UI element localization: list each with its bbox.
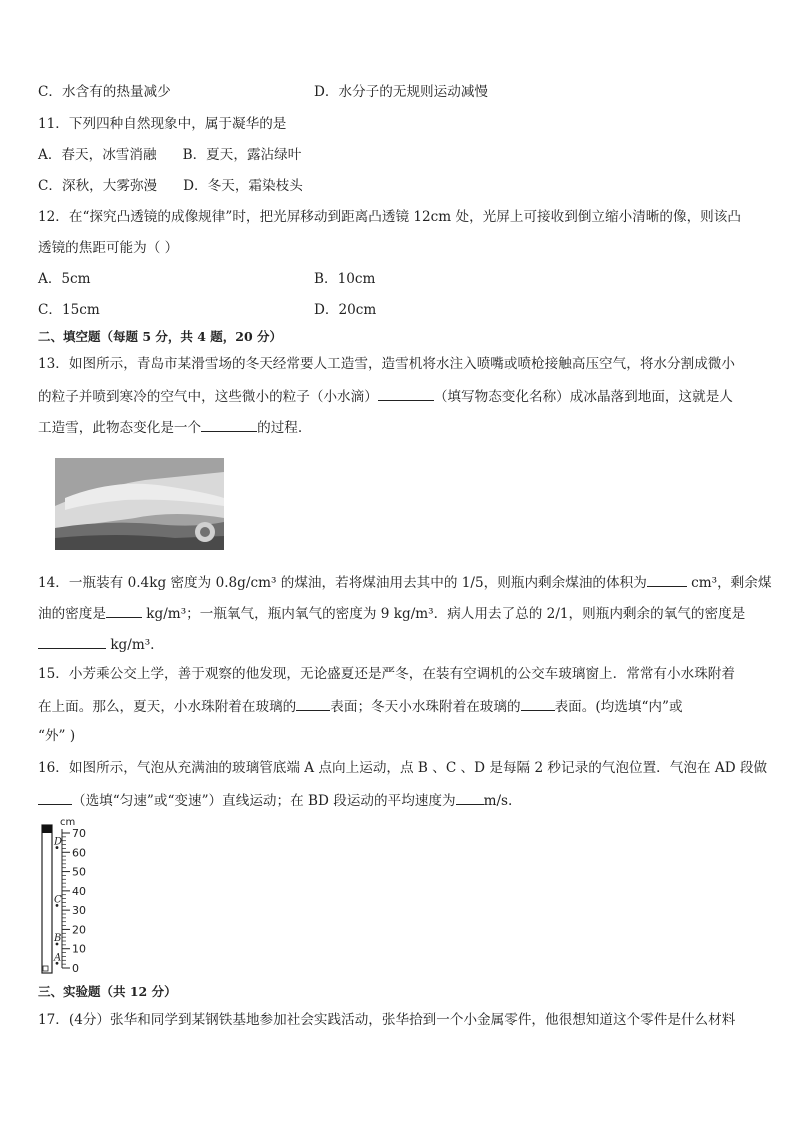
q13-blank-2[interactable] [201,417,257,432]
q16-line2-b: m/s. [483,793,513,809]
q13-line2-a: 的粒子并喷到寒冷的空气中，这些微小的粒子（小水滴） [38,389,378,405]
q13-line1: 13．如图所示，青岛市某滑雪场的冬天经常要人工造雪，造雪机将水注入喷嘴或喷枪接触高压空气，将水分割成微小 [38,356,735,372]
q13-blank-1[interactable] [378,386,434,401]
q15-line3: “外” ) [38,728,76,744]
q13-line3-a: 工造雪，此物态变化是一个 [38,420,202,436]
q14-line1-a: 14．一瓶装有 0.4kg 密度为 0.8g/cm³ 的煤油，若将煤油用去其中的 1/5，则瓶内剩余煤油的体积为 [38,575,647,591]
q14-line2-a: 油的密度是 [38,606,106,622]
ruler-tick-label: 60 [72,846,86,860]
q11-option-a: A．春天，冰雪消融 [38,147,157,163]
q16-blank-1[interactable] [38,790,72,805]
ruler-tick-label: 50 [72,865,86,879]
q15-line2 [38,696,683,716]
q12-option-b: B．10cm [314,271,376,287]
ruler-tick-label: 70 [72,827,86,840]
q14-blank-2[interactable] [106,603,142,618]
q13-line3-b: 的过程. [257,420,303,436]
tube-cap [42,825,52,833]
q11-stem: 11．下列四种自然现象中，属于凝华的是 [38,116,287,132]
q15-blank-1[interactable] [296,696,330,711]
q13-line3 [38,417,302,437]
point-a-label: A [54,952,62,964]
q16-blank-2[interactable] [456,790,484,805]
q14-line3-b: kg/m³. [106,637,155,653]
ruler-tick-label: 20 [72,923,86,937]
q14-blank-1[interactable] [647,572,687,587]
section-2-title: 二、填空题（每题 5 分，共 4 题，20 分） [38,329,283,344]
q15-line2-b: 表面；冬天小水珠附着在玻璃的 [330,699,521,715]
q15-line1: 15．小芳乘公交上学，善于观察的他发现，无论盛夏还是严冬，在装有空调机的公交车玻璃窗上．常常有小水珠附着 [38,666,735,682]
point-d-label: D [54,836,63,848]
bubble [43,966,48,971]
q14-line3 [38,634,155,654]
q12-option-a: A．5cm [38,271,91,287]
q14-line1-b: cm³，剩余煤 [686,575,772,591]
q11-option-d: D．冬天，霜染枝头 [183,178,303,194]
q13-line2-b: （填写物态变化名称）成冰晶落到地面，这就是人 [433,389,733,405]
q11-options-cd [38,177,303,195]
point-c-label: C [54,894,62,906]
q14-line2 [38,603,745,623]
point-b-label: B [54,933,62,944]
q16-line1: 16．如图所示，气泡从充满油的玻璃管底端 A 点向上运动，点 B 、C 、D 是每隔 2 秒记录的气泡位置．气泡在 AD 段做 [38,760,768,776]
q16-line2-a: （选填“匀速”或“变速”）直线运动；在 BD 段运动的平均速度为 [72,793,456,809]
q11-option-b: B．夏天，露沾绿叶 [182,147,302,163]
ruler-tick-label: 40 [72,884,86,898]
q14-line1 [38,572,771,592]
q16-line2 [38,790,512,810]
q15-line2-a: 在上面。那么，夏天，小水珠附着在玻璃的 [38,699,297,715]
q12-stem-line2: 透镜的焦距可能为（ ） [38,240,179,256]
q12-option-c: C．15cm [38,302,100,318]
q15-line2-c: 表面。(均选填“内”或 [554,699,683,715]
q11-options-ab [38,146,301,164]
q13-line2 [38,386,733,406]
q17-line1: 17．(4分）张华和同学到某钢铁基地参加社会实践活动，张华拾到一个小金属零件，他很想知道这个零件是什么材料 [38,1012,736,1028]
q10-option-d: D．水分子的无规则运动减慢 [314,84,489,100]
q12-option-d: D．20cm [314,302,377,318]
q12-stem-line1: 12．在“探究凸透镜的成像规律”时，把光屏移动到距离凸透镜 12cm 处，光屏上可接收到倒立缩小清晰的像，则该凸 [38,209,741,225]
bubble-tube-figure [38,815,118,980]
q11-option-c: C．深秋，大雾弥漫 [38,178,158,194]
q15-blank-2[interactable] [521,696,555,711]
snow-machine-photo [55,458,224,550]
ruler-unit: cm [60,817,76,828]
ruler-tick-label: 0 [72,962,79,975]
ruler-tick-label: 10 [72,942,86,956]
ruler-tick-label: 30 [72,904,86,918]
q14-line2-b: kg/m³；一瓶氧气，瓶内氧气的密度为 9 kg/m³．病人用去了总的 2/1，则瓶内剩余的氧气的密度是 [141,606,746,622]
q14-blank-3[interactable] [38,634,106,649]
section-3-title: 三、实验题（共 12 分） [38,984,177,999]
glass-tube [42,825,52,973]
q10-option-c: C．水含有的热量减少 [38,84,171,100]
